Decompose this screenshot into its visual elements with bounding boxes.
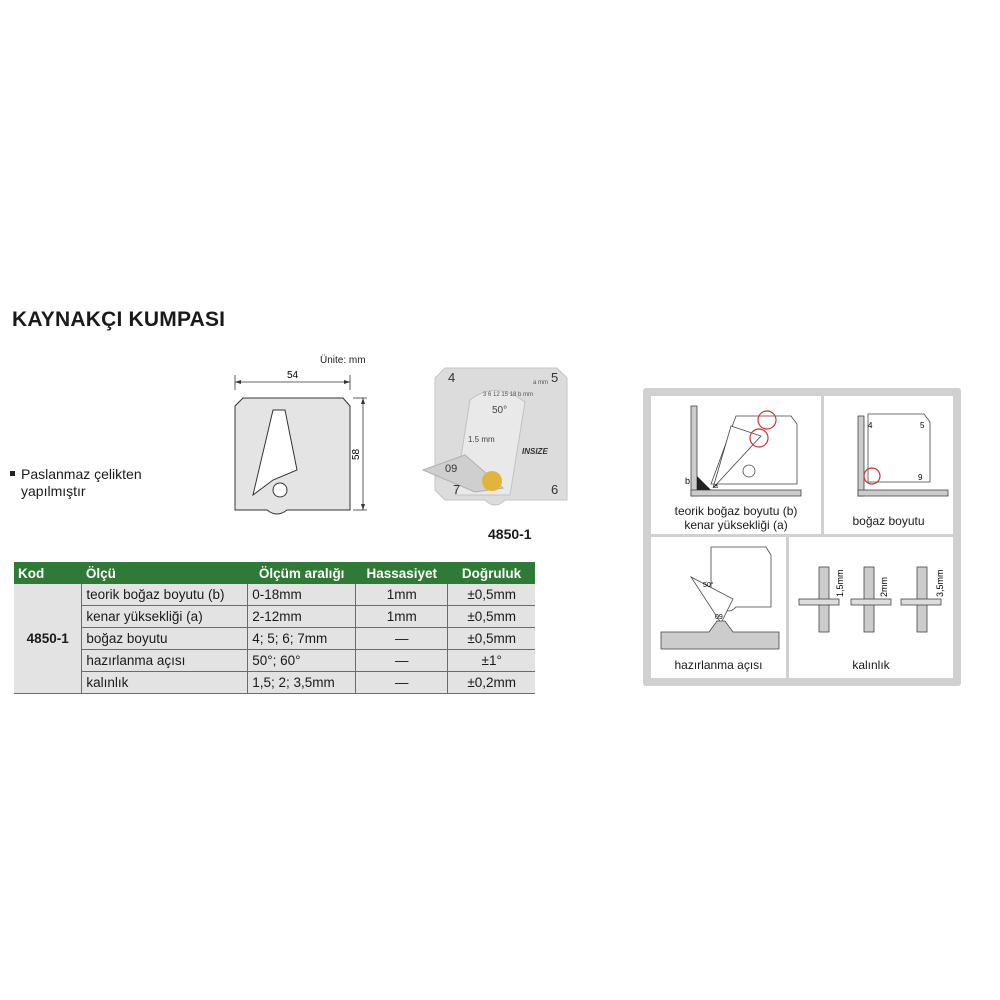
product-photo xyxy=(415,360,575,520)
width-dimension: 54 xyxy=(287,370,299,381)
table-header-row xyxy=(14,562,535,584)
header-kod: Kod xyxy=(14,562,82,584)
svg-text:09: 09 xyxy=(715,614,723,621)
header-hassasiyet: Hassasiyet xyxy=(356,562,448,584)
svg-text:3,5mm: 3,5mm xyxy=(935,569,945,597)
code-cell: 4850-1 xyxy=(14,584,82,694)
diagram-throat-and-leg xyxy=(651,396,821,534)
svg-text:b: b xyxy=(685,476,691,486)
svg-text:4: 4 xyxy=(868,421,873,430)
table-row: kenar yüksekliği (a) 2-12mm 1mm ±0,5mm xyxy=(14,606,535,628)
table-row: 4850-1 teorik boğaz boyutu (b) 0-18mm 1mm ±0,5mm xyxy=(14,584,535,606)
diagram-thickness xyxy=(789,537,953,678)
spec-table xyxy=(14,562,535,694)
prep-angle-illustration xyxy=(651,537,786,652)
diagram-prep-angle xyxy=(651,537,786,678)
caption-thickness: kalınlık xyxy=(852,658,890,672)
caption-throat-size: teorik boğaz boyutu (b) xyxy=(674,504,798,518)
table-row: kalınlık 1,5; 2; 3,5mm — ±0,2mm xyxy=(14,672,535,694)
svg-text:5: 5 xyxy=(920,421,925,430)
svg-text:1.5 mm: 1.5 mm xyxy=(468,435,495,444)
feature-line-2: yapılmıştır xyxy=(21,483,86,499)
feature-note xyxy=(10,466,142,500)
gauge-technical-drawing xyxy=(215,360,375,520)
svg-text:50°: 50° xyxy=(703,582,714,589)
height-dimension: 58 xyxy=(351,448,362,460)
svg-text:3 6 12 15 18 b mm: 3 6 12 15 18 b mm xyxy=(483,392,534,398)
svg-text:4: 4 xyxy=(448,370,456,385)
svg-text:1,5mm: 1,5mm xyxy=(835,569,845,597)
throat-leg-illustration xyxy=(651,396,821,504)
table-row: hazırlanma açısı 50°; 60° — ±1° xyxy=(14,650,535,672)
header-olcu: Ölçü xyxy=(82,562,248,584)
throat-gauge-illustration xyxy=(824,396,953,504)
usage-diagram-panel xyxy=(643,388,961,686)
svg-text:09: 09 xyxy=(445,463,458,475)
svg-text:a mm: a mm xyxy=(533,380,548,386)
unit-label: Ünite: mm xyxy=(320,355,366,366)
caption-throat-gauge: boğaz boyutu xyxy=(852,514,925,528)
svg-text:7: 7 xyxy=(453,482,461,497)
diagram-throat-gauge xyxy=(824,396,953,534)
bullet-icon xyxy=(10,471,15,476)
svg-text:6: 6 xyxy=(551,482,559,497)
model-label: 4850-1 xyxy=(488,526,532,542)
svg-text:a: a xyxy=(714,483,718,490)
header-olcum-araligi: Ölçüm aralığı xyxy=(248,562,356,584)
page-title: KAYNAKÇI KUMPASI xyxy=(12,308,226,331)
svg-text:5: 5 xyxy=(551,370,559,385)
caption-prep-angle: hazırlanma açısı xyxy=(674,658,763,672)
caption-leg-height: kenar yüksekliği (a) xyxy=(684,518,788,532)
thickness-illustration xyxy=(789,537,953,652)
feature-line-1: Paslanmaz çelikten xyxy=(21,466,142,482)
table-row: boğaz boyutu 4; 5; 6; 7mm — ±0,5mm xyxy=(14,628,535,650)
header-dogruluk: Doğruluk xyxy=(448,562,535,584)
svg-text:2mm: 2mm xyxy=(879,577,889,597)
svg-text:9: 9 xyxy=(918,473,923,482)
svg-text:50°: 50° xyxy=(492,405,508,416)
svg-text:INSIZE: INSIZE xyxy=(522,447,548,456)
